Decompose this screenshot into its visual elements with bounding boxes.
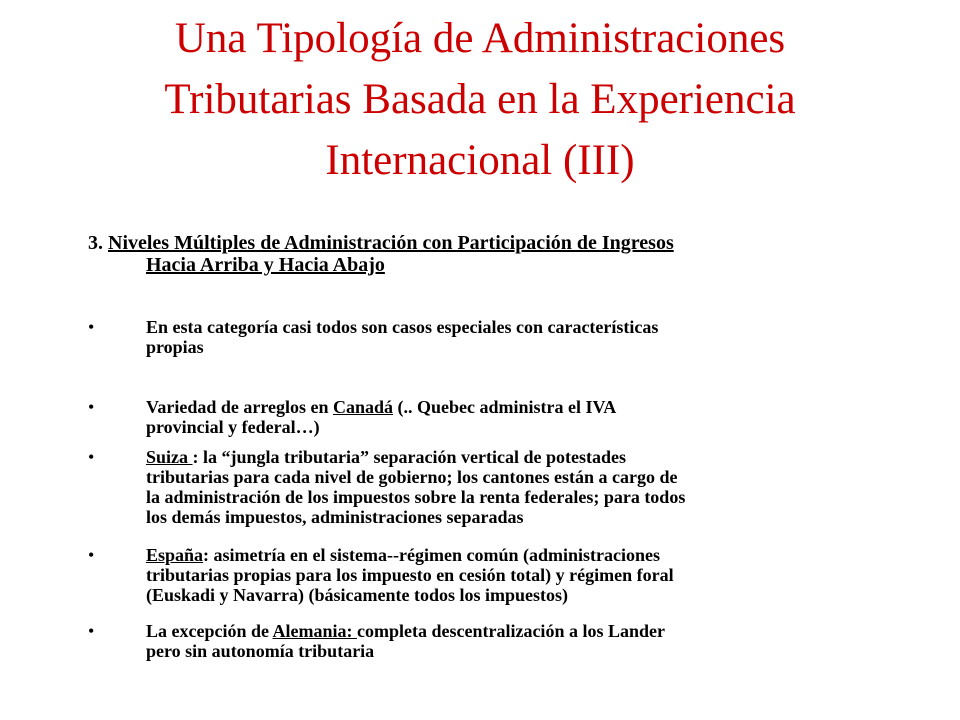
section-heading-line-1: Niveles Múltiples de Administración con Participación de Ingresos xyxy=(108,232,674,254)
bullet-text-pre: Variedad de arreglos en xyxy=(146,397,333,417)
bullet-line: En esta categoría casi todos son casos especiales con características xyxy=(146,317,659,337)
bullet-text-post: : la “jungla tributaria” separación vertical de potestades xyxy=(192,447,626,467)
country-espana: España xyxy=(146,545,204,565)
bullet-text xyxy=(146,621,886,661)
bullet-line: provincial y federal…) xyxy=(146,417,320,437)
bullet-text-post: completa descentralización a los Lander xyxy=(357,621,665,641)
bullet-dot: • xyxy=(88,317,95,337)
bullet-line: pero sin autonomía tributaria xyxy=(146,641,375,661)
section-heading xyxy=(88,232,888,276)
slide-title xyxy=(40,8,920,191)
bullet-dot: • xyxy=(88,545,95,565)
title-line-1: Una Tipología de Administraciones xyxy=(174,15,786,62)
bullet-line: tributarias para cada nivel de gobierno; los cantones están a cargo de xyxy=(146,467,678,487)
country-canada: Canadá xyxy=(333,397,394,417)
title-line-2: Tributarias Basada en la Experiencia xyxy=(164,76,796,123)
bullet-text-post: (.. Quebec administra el IVA xyxy=(393,397,617,417)
country-suiza: Suiza xyxy=(146,447,193,467)
bullet-dot: • xyxy=(88,397,95,417)
bullet-line: la administración de los impuestos sobre la renta federales; para todos xyxy=(146,487,686,507)
bullet-text xyxy=(146,447,886,527)
bullet-text-pre: La excepción de xyxy=(146,621,273,641)
bullet-text-post: : asimetría en el sistema--régimen común (administraciones xyxy=(203,545,660,565)
bullet-line: (Euskadi y Navarra) (básicamente todos los impuestos) xyxy=(146,585,569,605)
bullet-dot: • xyxy=(88,621,95,641)
section-heading-line-2: Hacia Arriba y Hacia Abajo xyxy=(146,254,385,276)
section-number: 3. xyxy=(88,232,108,254)
bullet-line: los demás impuestos, administraciones separadas xyxy=(146,507,524,527)
bullet-text xyxy=(146,545,886,605)
title-line-3: Internacional (III) xyxy=(325,137,635,184)
bullet-text xyxy=(146,317,886,357)
country-alemania: Alemania: xyxy=(272,621,357,641)
bullet-text xyxy=(146,397,886,437)
bullet-line: propias xyxy=(146,337,204,357)
bullet-dot: • xyxy=(88,447,95,467)
bullet-line: tributarias propias para los impuesto en cesión total) y régimen foral xyxy=(146,565,674,585)
